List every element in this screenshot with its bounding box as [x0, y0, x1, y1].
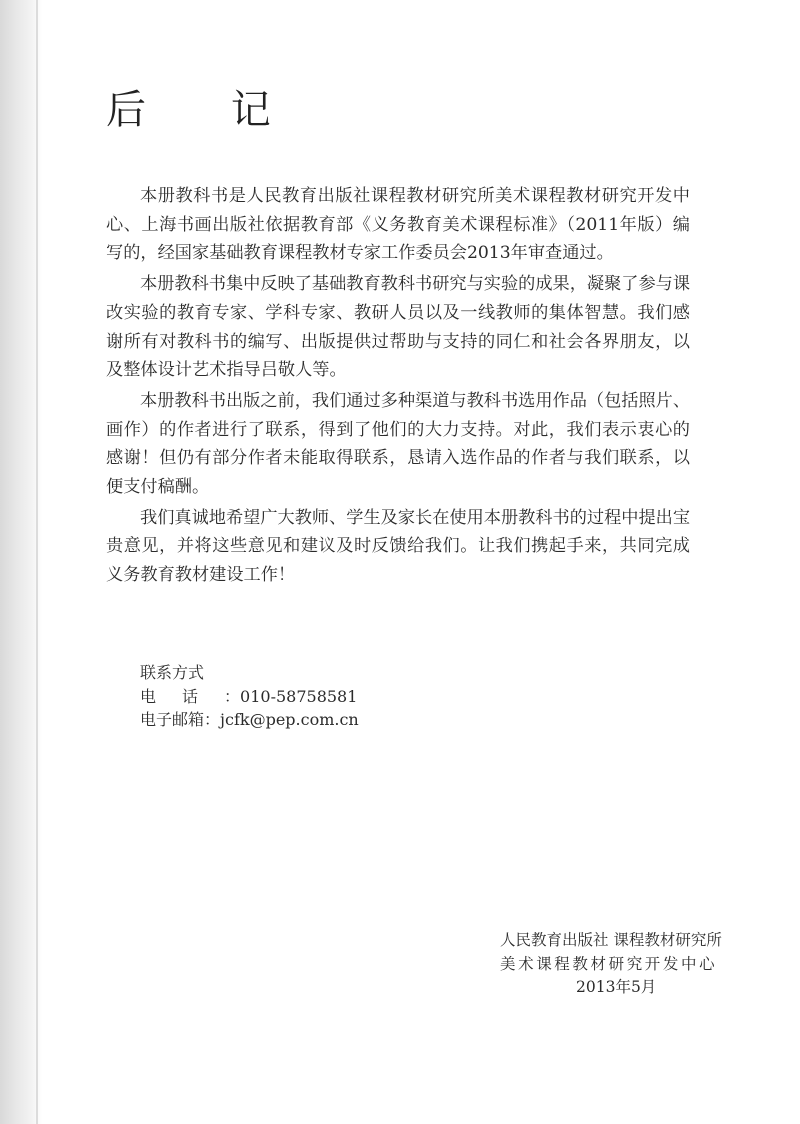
- contact-email-row: [140, 708, 359, 732]
- scan-binding-line: [36, 0, 38, 1124]
- contact-heading: 联系方式: [140, 663, 205, 682]
- paragraph-3: 本册教科书出版之前，我们通过多种渠道与教科书选用作品（包括照片、画作）的作者进行了联系，得到了他们的大力支持。对此，我们表示衷心的感谢！但仍有部分作者未能取得联系，恳请入选作品的作者与我们联系，以便支付稿酬。: [106, 390, 691, 498]
- publisher-name: 人民教育出版社 课程教材研究所: [500, 931, 722, 949]
- phone-label: 电话: [140, 686, 225, 706]
- email-separator: ：: [204, 710, 221, 729]
- email-label: 电子邮箱: [140, 710, 205, 729]
- page-title: 后 记: [106, 87, 307, 133]
- paragraph-1: 本册教科书是人民教育出版社课程教材研究所美术课程教材研究开发中心、上海书画出版社依据教育部《义务教育美术课程标准》（2011年版）编写的，经国家基础教育课程教材专家工作委员会2013年审查通过。: [106, 186, 690, 264]
- phone-separator: ：: [224, 686, 241, 706]
- signature-block: [500, 929, 740, 1000]
- email-address: jcfk@pep.com.cn: [220, 710, 359, 729]
- postscript-body: [106, 182, 690, 590]
- phone-number: 010-58758581: [240, 686, 358, 706]
- contact-phone-row: [140, 685, 359, 709]
- paragraph-2: 本册教科书集中反映了基础教育教科书研究与实验的成果，凝聚了参与课改实验的教育专家、学科专家、教研人员以及一线教师的集体智慧。我们感谢所有对教科书的编写、出版提供过帮助与支持的同仁和社会各界朋友，以及整体设计艺术指导吕敬人等。: [106, 274, 691, 381]
- contact-info: [140, 661, 359, 732]
- research-center-name: 美术课程教材研究开发中心: [500, 954, 718, 973]
- signature-date: 2013年5月: [576, 978, 657, 996]
- paragraph-4: 我们真诚地希望广大教师、学生及家长在使用本册教科书的过程中提出宝贵意见，并将这些意见和建议及时反馈给我们。让我们携起手来，共同完成义务教育教材建设工作！: [106, 507, 691, 586]
